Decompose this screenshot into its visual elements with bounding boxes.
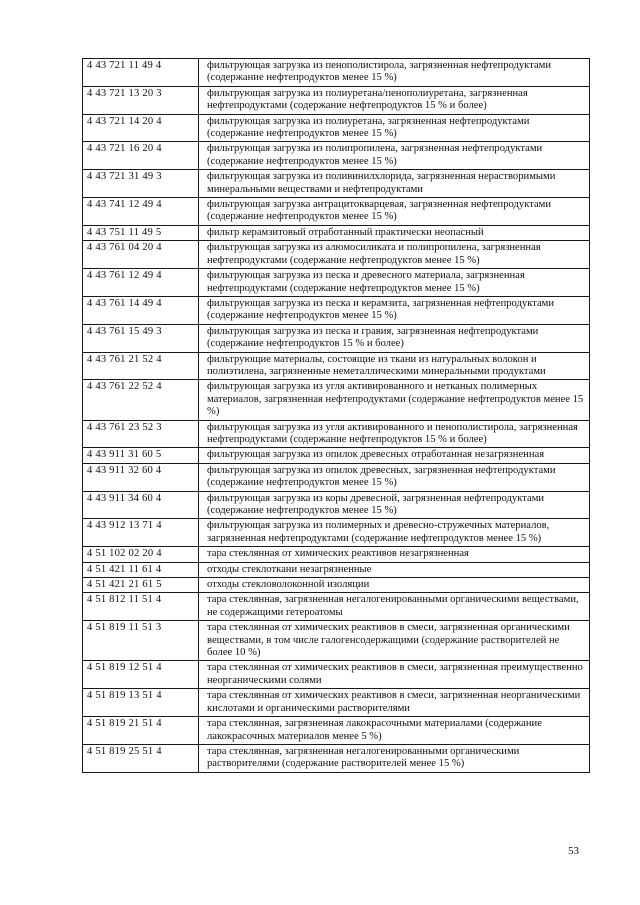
table-row	[83, 593, 590, 621]
waste-code-cell: 4 51 819 11 51 3	[83, 621, 199, 661]
waste-description-cell: фильтрующая загрузка из алюмосиликата и полипропилена, загрязненная нефтепродуктами (содержание нефтепродуктов менее 15 %)	[199, 241, 590, 269]
waste-code-cell: 4 43 761 23 52 3	[83, 420, 199, 448]
waste-description-cell: отходы стеклоткани незагрязненные	[199, 562, 590, 577]
table-row	[83, 86, 590, 114]
waste-description-cell: тара стеклянная, загрязненная негалогенированными органическими растворителями (содержание растворителей менее 15 %)	[199, 744, 590, 772]
table-row	[83, 170, 590, 198]
waste-description-cell: тара стеклянная от химических реактивов в смеси, загрязненная преимущественно неорганическими солями	[199, 661, 590, 689]
waste-code-cell: 4 43 721 13 20 3	[83, 86, 199, 114]
document-page	[82, 58, 590, 773]
table-row	[83, 142, 590, 170]
page-number: 53	[568, 845, 579, 857]
waste-code-cell: 4 43 761 22 52 4	[83, 380, 199, 420]
table-row	[83, 59, 590, 87]
table-row	[83, 717, 590, 745]
waste-description-cell: тара стеклянная, загрязненная лакокрасочными материалами (содержание лакокрасочных материалов менее 5 %)	[199, 717, 590, 745]
waste-code-cell: 4 43 761 15 49 3	[83, 324, 199, 352]
waste-code-cell: 4 43 761 21 52 4	[83, 352, 199, 380]
table-row	[83, 420, 590, 448]
waste-code-cell: 4 43 761 12 49 4	[83, 269, 199, 297]
waste-code-cell: 4 43 751 11 49 5	[83, 225, 199, 240]
waste-code-cell: 4 51 819 13 51 4	[83, 689, 199, 717]
waste-description-cell: фильтрующая загрузка антрацитокварцевая, загрязненная нефтепродуктами (содержание нефтепродуктов менее 15 %)	[199, 198, 590, 226]
waste-description-cell: тара стеклянная от химических реактивов в смеси, загрязненная неорганическими кислотами и органическими растворителями	[199, 689, 590, 717]
waste-code-cell: 4 43 912 13 71 4	[83, 519, 199, 547]
waste-description-cell: тара стеклянная от химических реактивов в смеси, загрязненная органическими веществами, в том числе галогенсодержащими (содержание растворителей не более 10 %)	[199, 621, 590, 661]
waste-description-cell: фильтрующая загрузка из угля активированного и пенополистирола, загрязненная нефтепродуктами (содержание нефтепродуктов 15 % и более)	[199, 420, 590, 448]
table-row	[83, 689, 590, 717]
waste-description-cell: фильтрующая загрузка из опилок древесных, загрязненная нефтепродуктами (содержание нефтепродуктов менее 15 %)	[199, 463, 590, 491]
waste-code-cell: 4 43 911 34 60 4	[83, 491, 199, 519]
table-row	[83, 241, 590, 269]
waste-description-cell: тара стеклянная, загрязненная негалогенированными органическими веществами, не содержащими гетероатомы	[199, 593, 590, 621]
waste-code-cell: 4 51 421 21 61 5	[83, 578, 199, 593]
waste-description-cell: фильтрующая загрузка из поливинилхлорида, загрязненная нерастворимыми минеральными веществами и нефтепродуктами	[199, 170, 590, 198]
table-row	[83, 352, 590, 380]
waste-code-cell: 4 43 721 14 20 4	[83, 114, 199, 142]
table-row	[83, 296, 590, 324]
waste-code-cell: 4 51 812 11 51 4	[83, 593, 199, 621]
waste-description-cell: фильтрующая загрузка из песка и керамзита, загрязненная нефтепродуктами (содержание нефтепродуктов менее 15 %)	[199, 296, 590, 324]
waste-code-cell: 4 43 721 11 49 4	[83, 59, 199, 87]
waste-code-cell: 4 43 741 12 49 4	[83, 198, 199, 226]
waste-description-cell: фильтрующая загрузка из опилок древесных отработанная незагрязненная	[199, 448, 590, 463]
waste-code-cell: 4 43 911 32 60 4	[83, 463, 199, 491]
waste-description-cell: тара стеклянная от химических реактивов незагрязненная	[199, 547, 590, 562]
table-row	[83, 744, 590, 772]
waste-code-cell: 4 43 761 14 49 4	[83, 296, 199, 324]
waste-description-cell: фильтр керамзитовый отработанный практически неопасный	[199, 225, 590, 240]
table-row	[83, 198, 590, 226]
waste-code-cell: 4 51 819 21 51 4	[83, 717, 199, 745]
waste-description-cell: фильтрующая загрузка из полиуретана, загрязненная нефтепродуктами (содержание нефтепродуктов менее 15 %)	[199, 114, 590, 142]
waste-code-cell: 4 43 911 31 60 5	[83, 448, 199, 463]
waste-code-cell: 4 51 819 25 51 4	[83, 744, 199, 772]
table-row	[83, 578, 590, 593]
waste-code-cell: 4 43 721 31 49 3	[83, 170, 199, 198]
table-row	[83, 621, 590, 661]
table-body	[83, 59, 590, 773]
table-row	[83, 448, 590, 463]
waste-code-cell: 4 43 761 04 20 4	[83, 241, 199, 269]
waste-description-cell: фильтрующие материалы, состоящие из ткани из натуральных волокон и полиэтилена, загрязненные неметаллическими минеральными продуктами	[199, 352, 590, 380]
waste-description-cell: фильтрующая загрузка из песка и древесного материала, загрязненная нефтепродуктами (содержание нефтепродуктов менее 15 %)	[199, 269, 590, 297]
table-row	[83, 380, 590, 420]
waste-description-cell: фильтрующая загрузка из полипропилена, загрязненная нефтепродуктами (содержание нефтепродуктов менее 15 %)	[199, 142, 590, 170]
waste-code-cell: 4 51 421 11 61 4	[83, 562, 199, 577]
table-row	[83, 324, 590, 352]
waste-code-cell: 4 51 819 12 51 4	[83, 661, 199, 689]
waste-description-cell: фильтрующая загрузка из пенополистирола, загрязненная нефтепродуктами (содержание нефтепродуктов менее 15 %)	[199, 59, 590, 87]
waste-code-cell: 4 51 102 02 20 4	[83, 547, 199, 562]
table-row	[83, 269, 590, 297]
table-row	[83, 114, 590, 142]
table-row	[83, 519, 590, 547]
waste-description-cell: отходы стекловолоконной изоляции	[199, 578, 590, 593]
waste-description-cell: фильтрующая загрузка из полиуретана/пенополиуретана, загрязненная нефтепродуктами (содержание нефтепродуктов 15 % и более)	[199, 86, 590, 114]
table-row	[83, 463, 590, 491]
table-row	[83, 661, 590, 689]
waste-description-cell: фильтрующая загрузка из коры древесной, загрязненная нефтепродуктами (содержание нефтепродуктов менее 15 %)	[199, 491, 590, 519]
table-row	[83, 225, 590, 240]
table-row	[83, 547, 590, 562]
waste-code-table	[82, 58, 590, 773]
table-row	[83, 491, 590, 519]
waste-description-cell: фильтрующая загрузка из песка и гравия, загрязненная нефтепродуктами (содержание нефтепродуктов 15 % и более)	[199, 324, 590, 352]
waste-code-cell: 4 43 721 16 20 4	[83, 142, 199, 170]
waste-description-cell: фильтрующая загрузка из полимерных и древесно-стружечных материалов, загрязненная нефтепродуктами (содержание нефтепродуктов менее 15 %)	[199, 519, 590, 547]
waste-description-cell: фильтрующая загрузка из угля активированного и нетканых полимерных материалов, загрязненная нефтепродуктами (содержание нефтепродуктов менее 15 %)	[199, 380, 590, 420]
table-row	[83, 562, 590, 577]
